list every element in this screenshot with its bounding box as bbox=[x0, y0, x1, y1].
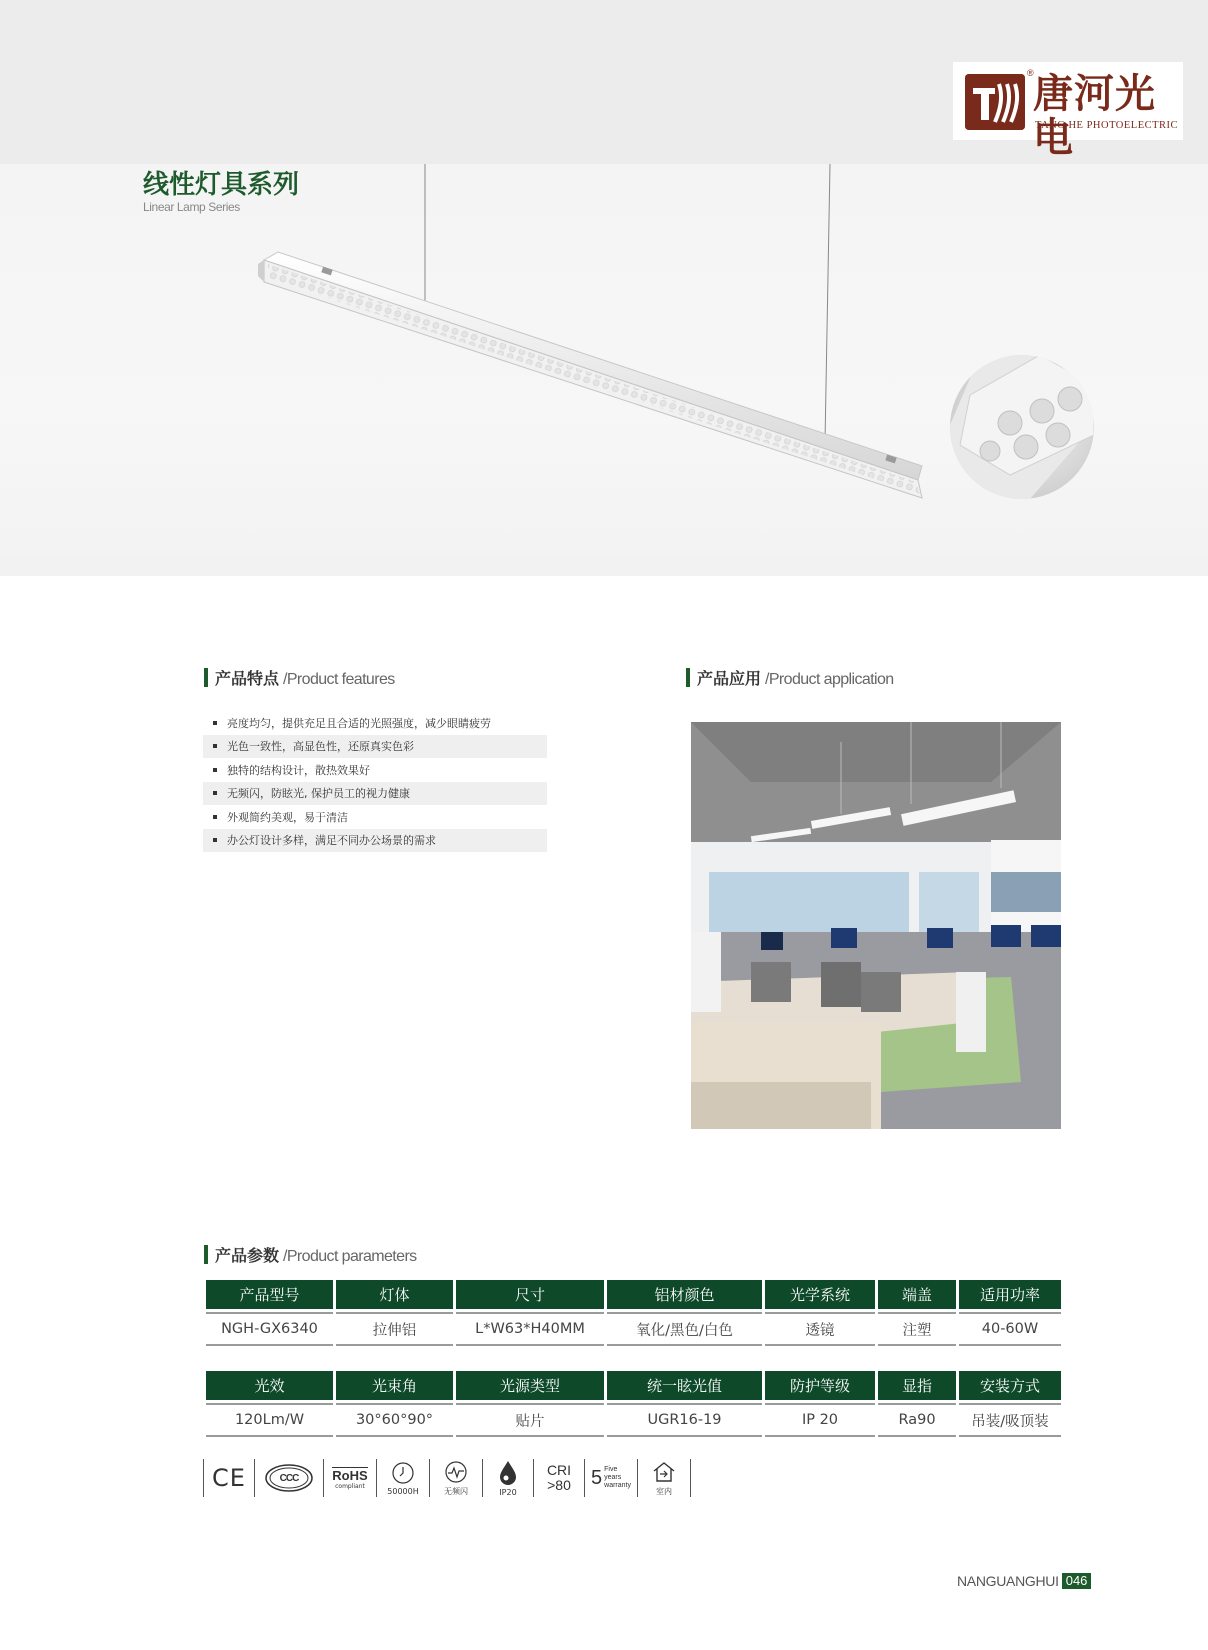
heading-accent-bar bbox=[686, 668, 690, 687]
ce-mark-icon: CE bbox=[212, 1464, 246, 1492]
table-cell: 拉伸铝 bbox=[336, 1312, 453, 1346]
list-item: 外观简约美观，易于清洁 bbox=[203, 805, 547, 829]
series-subtitle: Linear Lamp Series bbox=[143, 200, 240, 214]
table-header-cell: 统一眩光值 bbox=[607, 1371, 762, 1403]
table-cell: Ra90 bbox=[878, 1403, 956, 1437]
table-cell: 吊装/吸顶装 bbox=[959, 1403, 1061, 1437]
page-number: 046 bbox=[1062, 1573, 1092, 1589]
table-row bbox=[206, 1312, 1061, 1346]
table-cell: 注塑 bbox=[878, 1312, 956, 1346]
bullet-icon bbox=[213, 768, 217, 772]
list-item: 无频闪，防眩光, 保护员工的视力健康 bbox=[203, 782, 547, 806]
water-drop-icon: IP20 bbox=[483, 1457, 533, 1499]
lens-detail-image bbox=[950, 355, 1094, 499]
table-cell: 氧化/黑色/白色 bbox=[607, 1312, 762, 1346]
parameters-heading bbox=[204, 1243, 417, 1265]
series-title: 线性灯具系列 bbox=[143, 170, 300, 200]
table-cell: 40-60W bbox=[959, 1312, 1061, 1346]
list-item: 办公灯设计多样，满足不同办公场景的需求 bbox=[203, 829, 547, 853]
table-cell: NGH-GX6340 bbox=[206, 1312, 333, 1346]
brand-emblem-icon bbox=[965, 74, 1025, 130]
indoor-house-icon: 室内 bbox=[638, 1457, 690, 1499]
table-header-cell: 灯体 bbox=[336, 1280, 453, 1312]
divider bbox=[690, 1459, 691, 1497]
cri-badge: CRI >80 bbox=[546, 1462, 572, 1493]
bullet-icon bbox=[213, 744, 217, 748]
linear-lamp-product-image bbox=[250, 164, 950, 514]
application-heading-cn: 产品应用 bbox=[697, 669, 762, 688]
table-header-row bbox=[206, 1371, 1061, 1403]
parameters-table-1 bbox=[203, 1280, 1064, 1346]
table-header-cell: 光束角 bbox=[336, 1371, 453, 1403]
table-cell: 30°60°90° bbox=[336, 1403, 453, 1437]
table-cell: UGR16-19 bbox=[607, 1403, 762, 1437]
flicker-free-icon: 无频闪 bbox=[430, 1457, 482, 1499]
table-header-cell: 显指 bbox=[878, 1371, 956, 1403]
footer-brand: NANGUANGHUI bbox=[957, 1573, 1059, 1589]
table-header-cell: 铝材颜色 bbox=[607, 1280, 762, 1312]
bullet-icon bbox=[213, 815, 217, 819]
table-cell: 120Lm/W bbox=[206, 1403, 333, 1437]
list-item: 独特的结构设计，散热效果好 bbox=[203, 758, 547, 782]
list-item: 光色一致性，高显色性，还原真实色彩 bbox=[203, 735, 547, 759]
table-header-cell: 光效 bbox=[206, 1371, 333, 1403]
bullet-icon bbox=[213, 791, 217, 795]
features-list bbox=[203, 711, 547, 852]
registered-mark: ® bbox=[1027, 68, 1034, 78]
table-cell: 贴片 bbox=[456, 1403, 604, 1437]
table-header-cell: 光学系统 bbox=[765, 1280, 875, 1312]
table-cell: IP 20 bbox=[765, 1403, 875, 1437]
features-heading-en: /Product features bbox=[283, 671, 395, 688]
features-heading bbox=[204, 666, 395, 688]
certification-row bbox=[203, 1457, 691, 1499]
rohs-mark-icon: RoHS compliant bbox=[332, 1467, 368, 1490]
table-header-cell: 防护等级 bbox=[765, 1371, 875, 1403]
brand-logo bbox=[953, 62, 1183, 161]
features-heading-cn: 产品特点 bbox=[215, 669, 280, 688]
list-item: 亮度均匀，提供充足且合适的光照强度，减少眼睛疲劳 bbox=[203, 711, 547, 735]
page-footer bbox=[957, 1572, 1091, 1590]
heading-accent-bar bbox=[204, 1245, 208, 1264]
table-header-cell: 适用功率 bbox=[959, 1280, 1061, 1312]
heading-accent-bar bbox=[204, 668, 208, 687]
table-cell: L*W63*H40MM bbox=[456, 1312, 604, 1346]
table-header-cell: 产品型号 bbox=[206, 1280, 333, 1312]
bullet-icon bbox=[213, 721, 217, 725]
table-header-cell: 端盖 bbox=[878, 1280, 956, 1312]
clock-icon: 50000H bbox=[377, 1457, 429, 1499]
application-heading bbox=[686, 666, 894, 688]
table-header-row bbox=[206, 1280, 1061, 1312]
table-header-cell: 尺寸 bbox=[456, 1280, 604, 1312]
brand-name-cn: 唐河光电 bbox=[1033, 71, 1156, 161]
parameters-heading-cn: 产品参数 bbox=[215, 1246, 280, 1265]
brand-name-en: TANG HE PHOTOELECTRIC bbox=[1035, 120, 1179, 131]
parameters-table-2 bbox=[203, 1371, 1064, 1437]
parameters-heading-en: /Product parameters bbox=[283, 1248, 417, 1265]
bullet-icon bbox=[213, 838, 217, 842]
office-application-image bbox=[691, 722, 1061, 1129]
table-header-cell: 安装方式 bbox=[959, 1371, 1061, 1403]
table-cell: 透镜 bbox=[765, 1312, 875, 1346]
application-heading-en: /Product application bbox=[765, 671, 894, 688]
table-header-cell: 光源类型 bbox=[456, 1371, 604, 1403]
ccc-mark-icon: CCC bbox=[255, 1457, 323, 1499]
warranty-badge: 5 Five years warranty bbox=[591, 1466, 631, 1489]
table-row bbox=[206, 1403, 1061, 1437]
